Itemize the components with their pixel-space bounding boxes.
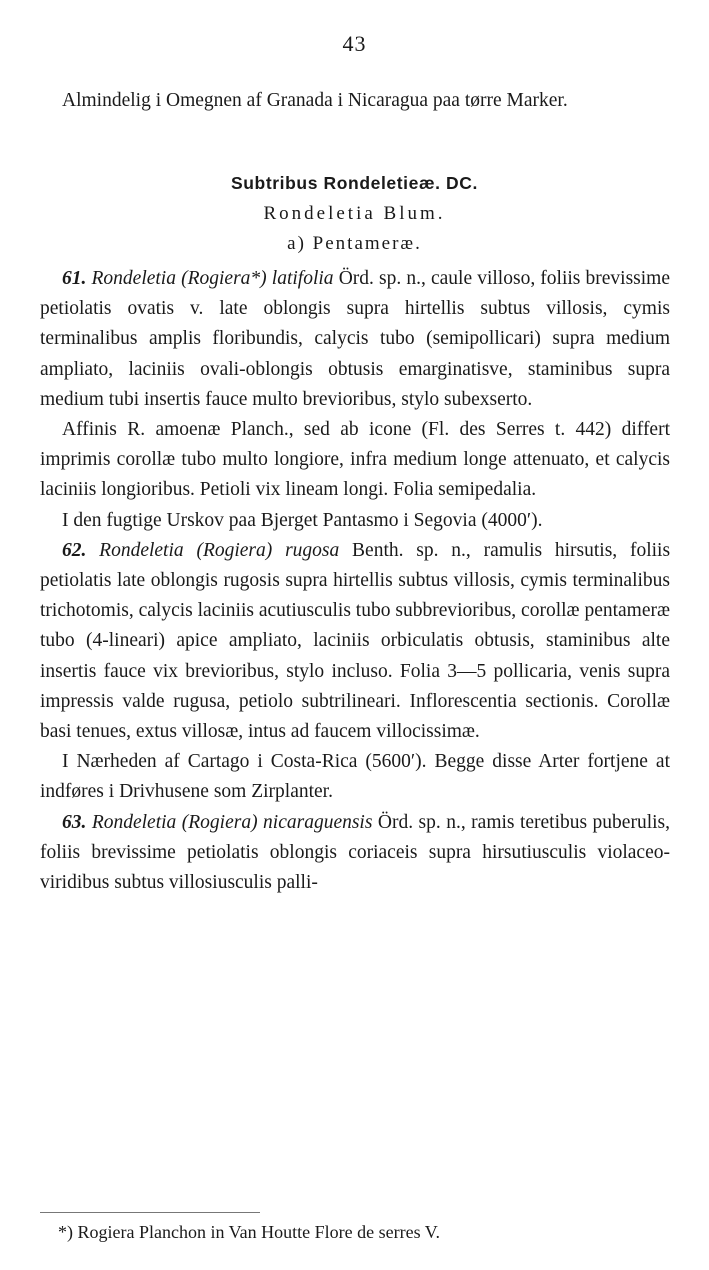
species-genus: Rondeletia: [91, 811, 177, 833]
species-epithet: nicaraguensis: [263, 811, 373, 833]
species-list: [40, 264, 670, 898]
species-subgenus: (Rogiera): [196, 539, 273, 561]
species-epithet: rugosa: [285, 539, 340, 561]
species-number: 61.: [62, 268, 87, 289]
species-number: 63.: [62, 811, 87, 833]
species-epithet: latifolia: [271, 268, 334, 289]
genus-heading: Rondeletia Blum.: [263, 203, 446, 224]
species-number: 62.: [62, 539, 87, 561]
species-entry: [40, 536, 670, 747]
species-locality: I den fugtige Urskov paa Bjerget Pantasmo i Segovia (4000′).: [62, 509, 543, 531]
species-genus: Rondeletia: [99, 539, 184, 561]
species-entry: [40, 808, 670, 899]
subtribe-heading: Subtribus Rondeletieæ. DC.: [230, 173, 478, 193]
species-description: Örd. sp. n., caule villoso, foliis brevissime petiolatis ovatis v. late oblongis supra hirtellis subtus villosis, cymis terminalibus amplis floribundis, calycis tubo (semipollicari) supra medium ampliato, laciniis ovali-oblongis obtusis emarginatisve, staminibus supra medium tubi insertis fauce multo brevioribus, stylo subexserto.: [40, 268, 671, 410]
intro-paragraph: Almindelig i Omegnen af Granada i Nicaragua paa tørre Marker.: [62, 90, 568, 111]
footnote: *) Rogiera Planchon in Van Houtte Flore de serres V.: [58, 1222, 440, 1242]
species-genus: Rondeletia: [91, 268, 176, 289]
page-number: 43: [342, 31, 367, 56]
species-subgenus: (Rogiera*): [181, 268, 267, 289]
species-description: Benth. sp. n., ramulis hirsutis, foliis petiolatis late oblongis rugosis supra hirtellis subtus villosis, cymis terminalibus trichotomis, calycis laciniis acutiusculis tubo subbrevioribus, corollæ pentameræ tubo (4-lineari) apice ampliato, laciniis orbiculatis obtusis, staminibus alte insertis fauce vix brevioribus, stylo incluso. Folia 3—5 pollicaria, venis supra impressis valde rugusa, petiolo subtrilineari. Inflorescentia sectionis. Corollæ basi tenues, extus villosæ, intus ad faucem villocissimæ.: [40, 539, 671, 743]
species-locality: I Nærheden af Cartago i Costa-Rica (5600′). Begge disse Arter fortjene at indføres i Drivhusene som Zirplanter.: [40, 751, 670, 803]
species-description: Örd. sp. n., ramis teretibus puberulis, foliis brevissime petiolatis oblongis coriaceis supra hirsutiusculis violaceo-viridibus subtus villosiusculis palli-: [40, 811, 670, 894]
section-heading: a) Pentameræ.: [287, 233, 422, 254]
species-entry: [40, 264, 670, 415]
species-affinity: Affinis R. amoenæ Planch., sed ab icone (Fl. des Serres t. 442) differt imprimis corollæ tubo multo longiore, infra medium longe attenuato, et calycis laciniis longioribus. Petioli vix lineam longi. Folia semipedalia.: [40, 419, 670, 501]
species-subgenus: (Rogiera): [181, 811, 258, 833]
footnote-divider: [40, 1212, 260, 1213]
